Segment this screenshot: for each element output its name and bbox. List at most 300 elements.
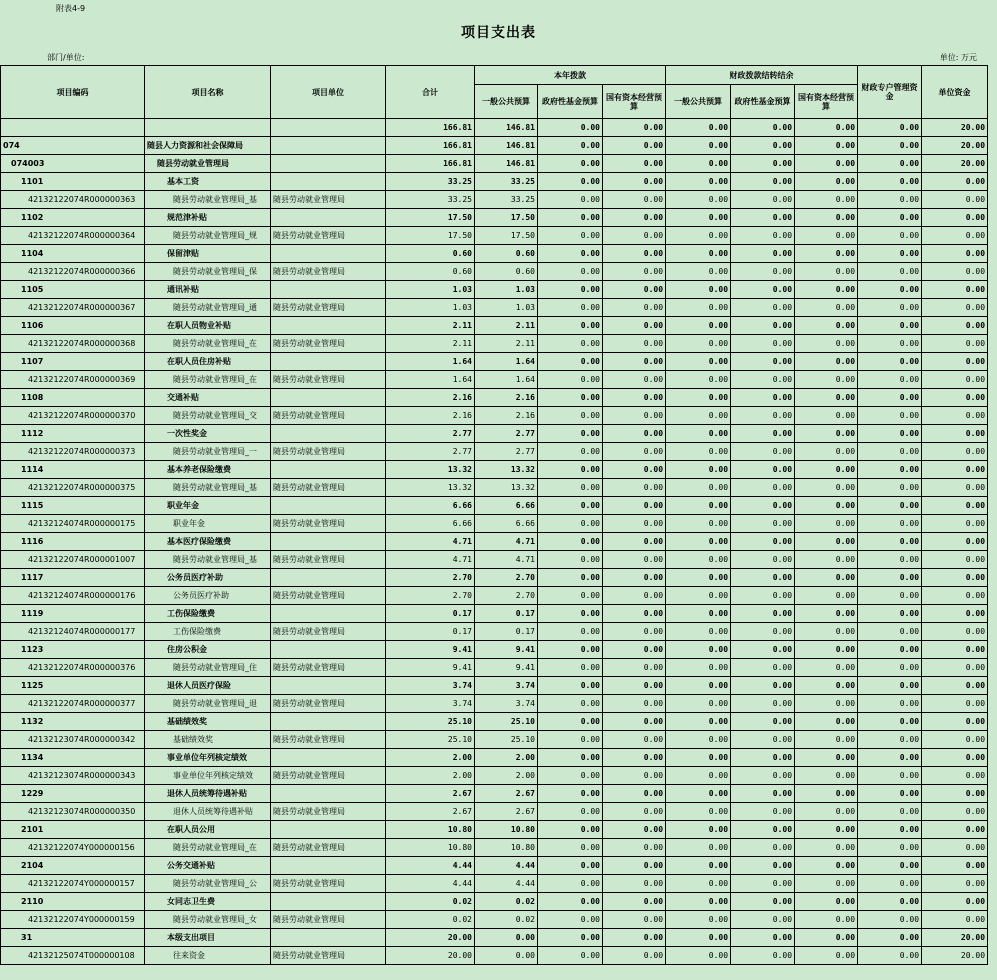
unit-label: 单位: 万元 xyxy=(939,53,977,62)
cell-project-code: 42132125074T000000108 xyxy=(1,947,145,965)
table-row xyxy=(1,659,988,677)
table-row xyxy=(1,299,988,317)
cell-gov-fund: 0.00 xyxy=(538,173,603,191)
page-title: 项目支出表 xyxy=(461,25,536,41)
cell-carry-gov-fund: 0.00 xyxy=(731,371,795,389)
cell-carry-general-budget: 0.00 xyxy=(666,785,731,803)
cell-general-budget: 4.71 xyxy=(475,551,538,569)
cell-total: 4.71 xyxy=(386,533,475,551)
table-row xyxy=(1,191,988,209)
cell-general-budget: 146.81 xyxy=(475,137,538,155)
cell-gov-fund: 0.00 xyxy=(538,353,603,371)
cell-special-fund: 0.00 xyxy=(858,317,922,335)
cell-unit-fund: 0.00 xyxy=(922,263,988,281)
cell-project-name: 公务员医疗补助 xyxy=(145,587,271,605)
cell-carry-gov-fund: 0.00 xyxy=(731,569,795,587)
table-row xyxy=(1,677,988,695)
cell-carry-state-capital: 0.00 xyxy=(795,839,858,857)
cell-state-capital: 0.00 xyxy=(603,911,666,929)
cell-total: 9.41 xyxy=(386,641,475,659)
cell-carry-state-capital: 0.00 xyxy=(795,911,858,929)
header-current-year: 本年拨款 xyxy=(475,66,666,85)
cell-project-name: 工伤保险缴费 xyxy=(145,605,271,623)
cell-gov-fund: 0.00 xyxy=(538,335,603,353)
cell-project-unit: 随县劳动就业管理局 xyxy=(271,659,386,677)
cell-total: 10.80 xyxy=(386,839,475,857)
cell-gov-fund: 0.00 xyxy=(538,587,603,605)
cell-project-unit xyxy=(271,569,386,587)
cell-general-budget: 17.50 xyxy=(475,227,538,245)
cell-special-fund: 0.00 xyxy=(858,245,922,263)
cell-carry-state-capital: 0.00 xyxy=(795,461,858,479)
cell-state-capital: 0.00 xyxy=(603,803,666,821)
table-row xyxy=(1,443,988,461)
cell-project-unit: 随县劳动就业管理局 xyxy=(271,587,386,605)
cell-carry-general-budget: 0.00 xyxy=(666,245,731,263)
cell-state-capital: 0.00 xyxy=(603,587,666,605)
cell-project-code: 1125 xyxy=(1,677,145,695)
table-row xyxy=(1,605,988,623)
cell-general-budget: 2.16 xyxy=(475,389,538,407)
header-unit-fund: 单位资金 xyxy=(922,66,988,119)
cell-special-fund: 0.00 xyxy=(858,263,922,281)
table-row xyxy=(1,173,988,191)
cell-project-code: 42132124074R000000177 xyxy=(1,623,145,641)
cell-total: 166.81 xyxy=(386,119,475,137)
cell-carry-state-capital: 0.00 xyxy=(795,317,858,335)
cell-general-budget: 1.03 xyxy=(475,299,538,317)
cell-carry-gov-fund: 0.00 xyxy=(731,713,795,731)
cell-special-fund: 0.00 xyxy=(858,911,922,929)
cell-carry-general-budget: 0.00 xyxy=(666,425,731,443)
cell-state-capital: 0.00 xyxy=(603,605,666,623)
cell-carry-gov-fund: 0.00 xyxy=(731,479,795,497)
cell-state-capital: 0.00 xyxy=(603,839,666,857)
cell-total: 17.50 xyxy=(386,209,475,227)
cell-state-capital: 0.00 xyxy=(603,929,666,947)
cell-state-capital: 0.00 xyxy=(603,317,666,335)
cell-general-budget: 13.32 xyxy=(475,479,538,497)
cell-carry-state-capital: 0.00 xyxy=(795,731,858,749)
cell-state-capital: 0.00 xyxy=(603,191,666,209)
cell-carry-state-capital: 0.00 xyxy=(795,623,858,641)
cell-general-budget: 10.80 xyxy=(475,821,538,839)
table-row xyxy=(1,155,988,173)
table-row xyxy=(1,947,988,965)
attachment-label: 附表4-9 xyxy=(56,4,86,13)
cell-carry-gov-fund: 0.00 xyxy=(731,767,795,785)
cell-special-fund: 0.00 xyxy=(858,227,922,245)
cell-gov-fund: 0.00 xyxy=(538,947,603,965)
cell-project-code: 1114 xyxy=(1,461,145,479)
cell-carry-gov-fund: 0.00 xyxy=(731,587,795,605)
cell-special-fund: 0.00 xyxy=(858,659,922,677)
cell-project-name: 职业年金 xyxy=(145,515,271,533)
cell-unit-fund: 0.00 xyxy=(922,623,988,641)
cell-project-name: 随县劳动就业管理局_住 xyxy=(145,659,271,677)
cell-carry-state-capital: 0.00 xyxy=(795,677,858,695)
cell-gov-fund: 0.00 xyxy=(538,605,603,623)
cell-project-unit: 随县劳动就业管理局 xyxy=(271,227,386,245)
cell-carry-general-budget: 0.00 xyxy=(666,461,731,479)
cell-carry-gov-fund: 0.00 xyxy=(731,605,795,623)
table-row xyxy=(1,245,988,263)
cell-gov-fund: 0.00 xyxy=(538,803,603,821)
cell-carry-gov-fund: 0.00 xyxy=(731,407,795,425)
cell-general-budget: 25.10 xyxy=(475,731,538,749)
cell-project-unit: 随县劳动就业管理局 xyxy=(271,623,386,641)
cell-total: 166.81 xyxy=(386,155,475,173)
cell-project-unit: 随县劳动就业管理局 xyxy=(271,407,386,425)
cell-carry-gov-fund: 0.00 xyxy=(731,623,795,641)
cell-project-name: 保留津贴 xyxy=(145,245,271,263)
cell-carry-state-capital: 0.00 xyxy=(795,227,858,245)
cell-project-unit: 随县劳动就业管理局 xyxy=(271,335,386,353)
cell-state-capital: 0.00 xyxy=(603,659,666,677)
cell-project-unit xyxy=(271,713,386,731)
table-row xyxy=(1,263,988,281)
cell-state-capital: 0.00 xyxy=(603,947,666,965)
cell-gov-fund: 0.00 xyxy=(538,281,603,299)
cell-gov-fund: 0.00 xyxy=(538,245,603,263)
cell-carry-state-capital: 0.00 xyxy=(795,281,858,299)
cell-general-budget: 33.25 xyxy=(475,173,538,191)
cell-carry-gov-fund: 0.00 xyxy=(731,875,795,893)
cell-gov-fund: 0.00 xyxy=(538,659,603,677)
cell-project-unit xyxy=(271,857,386,875)
cell-project-name: 在职人员住房补贴 xyxy=(145,353,271,371)
cell-general-budget: 4.44 xyxy=(475,875,538,893)
cell-general-budget: 2.11 xyxy=(475,335,538,353)
project-expenditure-table xyxy=(0,65,988,965)
cell-project-name: 随县劳动就业管理局_保 xyxy=(145,263,271,281)
cell-carry-state-capital: 0.00 xyxy=(795,137,858,155)
cell-project-unit: 随县劳动就业管理局 xyxy=(271,299,386,317)
cell-project-code: 42132122074R000000368 xyxy=(1,335,145,353)
cell-state-capital: 0.00 xyxy=(603,821,666,839)
cell-total: 0.02 xyxy=(386,893,475,911)
cell-state-capital: 0.00 xyxy=(603,875,666,893)
cell-gov-fund: 0.00 xyxy=(538,749,603,767)
sheet-top-row xyxy=(0,0,997,18)
cell-carry-state-capital: 0.00 xyxy=(795,713,858,731)
cell-state-capital: 0.00 xyxy=(603,155,666,173)
cell-gov-fund: 0.00 xyxy=(538,443,603,461)
cell-general-budget: 9.41 xyxy=(475,659,538,677)
cell-carry-general-budget: 0.00 xyxy=(666,299,731,317)
cell-project-name: 一次性奖金 xyxy=(145,425,271,443)
cell-project-name: 基础绩效奖 xyxy=(145,731,271,749)
cell-special-fund: 0.00 xyxy=(858,839,922,857)
cell-state-capital: 0.00 xyxy=(603,389,666,407)
cell-unit-fund: 0.00 xyxy=(922,641,988,659)
table-row xyxy=(1,461,988,479)
cell-special-fund: 0.00 xyxy=(858,155,922,173)
cell-total: 2.16 xyxy=(386,389,475,407)
cell-project-name: 在职人员公用 xyxy=(145,821,271,839)
cell-project-unit xyxy=(271,821,386,839)
cell-unit-fund: 0.00 xyxy=(922,443,988,461)
cell-carry-gov-fund: 0.00 xyxy=(731,119,795,137)
cell-project-code: 42132123074R000000343 xyxy=(1,767,145,785)
table-row xyxy=(1,749,988,767)
cell-project-unit: 随县劳动就业管理局 xyxy=(271,839,386,857)
cell-special-fund: 0.00 xyxy=(858,731,922,749)
cell-total: 1.64 xyxy=(386,371,475,389)
cell-carry-gov-fund: 0.00 xyxy=(731,353,795,371)
cell-project-name: 住房公积金 xyxy=(145,641,271,659)
cell-carry-general-budget: 0.00 xyxy=(666,749,731,767)
cell-gov-fund: 0.00 xyxy=(538,407,603,425)
cell-carry-state-capital: 0.00 xyxy=(795,947,858,965)
cell-project-code: 42132122074R000000366 xyxy=(1,263,145,281)
cell-carry-gov-fund: 0.00 xyxy=(731,497,795,515)
cell-project-unit xyxy=(271,137,386,155)
cell-gov-fund: 0.00 xyxy=(538,911,603,929)
cell-project-name: 随县劳动就业管理局_公 xyxy=(145,875,271,893)
cell-project-name: 随县劳动就业管理局_一 xyxy=(145,443,271,461)
cell-project-code: 1108 xyxy=(1,389,145,407)
cell-total: 2.00 xyxy=(386,767,475,785)
cell-project-name: 通讯补贴 xyxy=(145,281,271,299)
cell-unit-fund: 0.00 xyxy=(922,659,988,677)
cell-state-capital: 0.00 xyxy=(603,497,666,515)
cell-project-unit: 随县劳动就业管理局 xyxy=(271,803,386,821)
cell-gov-fund: 0.00 xyxy=(538,677,603,695)
cell-project-code: 31 xyxy=(1,929,145,947)
cell-general-budget: 2.11 xyxy=(475,317,538,335)
cell-project-code: 42132124074R000000175 xyxy=(1,515,145,533)
cell-carry-general-budget: 0.00 xyxy=(666,281,731,299)
cell-unit-fund: 0.00 xyxy=(922,911,988,929)
cell-project-code: 42132122074R000000376 xyxy=(1,659,145,677)
table-row xyxy=(1,695,988,713)
cell-carry-gov-fund: 0.00 xyxy=(731,659,795,677)
cell-project-unit xyxy=(271,785,386,803)
cell-carry-gov-fund: 0.00 xyxy=(731,155,795,173)
cell-project-code: 42132122074R000000377 xyxy=(1,695,145,713)
table-row xyxy=(1,515,988,533)
cell-carry-general-budget: 0.00 xyxy=(666,209,731,227)
cell-project-unit xyxy=(271,893,386,911)
table-row xyxy=(1,767,988,785)
cell-carry-gov-fund: 0.00 xyxy=(731,281,795,299)
cell-gov-fund: 0.00 xyxy=(538,767,603,785)
cell-carry-state-capital: 0.00 xyxy=(795,389,858,407)
cell-total: 1.03 xyxy=(386,281,475,299)
header-gov-fund: 政府性基金预算 xyxy=(538,85,603,119)
cell-total: 1.64 xyxy=(386,353,475,371)
cell-total: 2.77 xyxy=(386,443,475,461)
cell-project-unit: 随县劳动就业管理局 xyxy=(271,263,386,281)
cell-state-capital: 0.00 xyxy=(603,245,666,263)
cell-total: 10.80 xyxy=(386,821,475,839)
cell-project-code: 1134 xyxy=(1,749,145,767)
cell-carry-state-capital: 0.00 xyxy=(795,659,858,677)
cell-special-fund: 0.00 xyxy=(858,497,922,515)
cell-general-budget: 17.50 xyxy=(475,209,538,227)
cell-total: 0.17 xyxy=(386,605,475,623)
cell-project-code: 1123 xyxy=(1,641,145,659)
cell-carry-gov-fund: 0.00 xyxy=(731,173,795,191)
cell-unit-fund: 20.00 xyxy=(922,929,988,947)
cell-project-name: 退休人员统筹待遇补贴 xyxy=(145,785,271,803)
cell-carry-state-capital: 0.00 xyxy=(795,497,858,515)
cell-special-fund: 0.00 xyxy=(858,767,922,785)
table-row xyxy=(1,875,988,893)
cell-project-unit: 随县劳动就业管理局 xyxy=(271,767,386,785)
cell-project-name: 随县劳动就业管理局_通 xyxy=(145,299,271,317)
cell-carry-state-capital: 0.00 xyxy=(795,551,858,569)
cell-general-budget: 2.77 xyxy=(475,443,538,461)
cell-project-name: 基本工资 xyxy=(145,173,271,191)
table-row xyxy=(1,407,988,425)
cell-project-code: 42132122074Y000000156 xyxy=(1,839,145,857)
table-row xyxy=(1,569,988,587)
cell-carry-gov-fund: 0.00 xyxy=(731,209,795,227)
header-carry-state-capital: 国有资本经营预算 xyxy=(795,85,858,119)
cell-general-budget: 13.32 xyxy=(475,461,538,479)
table-row xyxy=(1,893,988,911)
cell-project-unit: 随县劳动就业管理局 xyxy=(271,371,386,389)
cell-state-capital: 0.00 xyxy=(603,119,666,137)
cell-carry-general-budget: 0.00 xyxy=(666,731,731,749)
cell-state-capital: 0.00 xyxy=(603,227,666,245)
cell-project-unit: 随县劳动就业管理局 xyxy=(271,947,386,965)
cell-state-capital: 0.00 xyxy=(603,677,666,695)
cell-unit-fund: 0.00 xyxy=(922,389,988,407)
cell-carry-state-capital: 0.00 xyxy=(795,929,858,947)
cell-project-unit xyxy=(271,245,386,263)
cell-project-name: 随县人力资源和社会保障局 xyxy=(145,137,271,155)
cell-general-budget: 4.71 xyxy=(475,533,538,551)
cell-total: 166.81 xyxy=(386,137,475,155)
cell-special-fund: 0.00 xyxy=(858,821,922,839)
cell-project-unit xyxy=(271,461,386,479)
cell-carry-gov-fund: 0.00 xyxy=(731,317,795,335)
cell-project-code: 074003 xyxy=(1,155,145,173)
cell-total: 4.71 xyxy=(386,551,475,569)
cell-total: 17.50 xyxy=(386,227,475,245)
cell-unit-fund: 0.00 xyxy=(922,209,988,227)
cell-state-capital: 0.00 xyxy=(603,731,666,749)
cell-carry-state-capital: 0.00 xyxy=(795,173,858,191)
cell-project-code: 42132122074R000000369 xyxy=(1,371,145,389)
table-row xyxy=(1,533,988,551)
cell-project-name xyxy=(145,119,271,137)
cell-gov-fund: 0.00 xyxy=(538,137,603,155)
cell-unit-fund: 0.00 xyxy=(922,569,988,587)
cell-carry-state-capital: 0.00 xyxy=(795,353,858,371)
cell-gov-fund: 0.00 xyxy=(538,623,603,641)
cell-project-unit: 随县劳动就业管理局 xyxy=(271,515,386,533)
cell-general-budget: 2.70 xyxy=(475,569,538,587)
cell-project-unit: 随县劳动就业管理局 xyxy=(271,191,386,209)
cell-project-code: 1115 xyxy=(1,497,145,515)
table-row xyxy=(1,929,988,947)
cell-unit-fund: 0.00 xyxy=(922,479,988,497)
cell-unit-fund: 0.00 xyxy=(922,281,988,299)
cell-carry-gov-fund: 0.00 xyxy=(731,785,795,803)
cell-carry-gov-fund: 0.00 xyxy=(731,731,795,749)
cell-general-budget: 6.66 xyxy=(475,497,538,515)
cell-carry-state-capital: 0.00 xyxy=(795,407,858,425)
cell-state-capital: 0.00 xyxy=(603,263,666,281)
cell-general-budget: 0.02 xyxy=(475,911,538,929)
cell-project-code: 42132123074R000000350 xyxy=(1,803,145,821)
header-project-name: 项目名称 xyxy=(145,66,271,119)
table-row xyxy=(1,785,988,803)
cell-carry-general-budget: 0.00 xyxy=(666,587,731,605)
cell-unit-fund: 0.00 xyxy=(922,785,988,803)
cell-carry-state-capital: 0.00 xyxy=(795,119,858,137)
cell-gov-fund: 0.00 xyxy=(538,785,603,803)
header-carry-gov-fund: 政府性基金预算 xyxy=(731,85,795,119)
cell-state-capital: 0.00 xyxy=(603,407,666,425)
cell-carry-state-capital: 0.00 xyxy=(795,371,858,389)
cell-carry-state-capital: 0.00 xyxy=(795,443,858,461)
cell-special-fund: 0.00 xyxy=(858,119,922,137)
cell-special-fund: 0.00 xyxy=(858,443,922,461)
cell-unit-fund: 0.00 xyxy=(922,425,988,443)
cell-carry-general-budget: 0.00 xyxy=(666,893,731,911)
cell-carry-general-budget: 0.00 xyxy=(666,155,731,173)
cell-project-name: 事业单位年列核定绩效 xyxy=(145,767,271,785)
cell-special-fund: 0.00 xyxy=(858,893,922,911)
cell-carry-general-budget: 0.00 xyxy=(666,605,731,623)
cell-total: 2.70 xyxy=(386,569,475,587)
cell-project-code: 42132122074R000001007 xyxy=(1,551,145,569)
cell-project-code: 1117 xyxy=(1,569,145,587)
cell-gov-fund: 0.00 xyxy=(538,479,603,497)
cell-special-fund: 0.00 xyxy=(858,929,922,947)
cell-gov-fund: 0.00 xyxy=(538,821,603,839)
cell-project-code: 42132122074R000000364 xyxy=(1,227,145,245)
cell-project-code: 1104 xyxy=(1,245,145,263)
cell-gov-fund: 0.00 xyxy=(538,731,603,749)
cell-project-unit xyxy=(271,425,386,443)
cell-total: 2.00 xyxy=(386,749,475,767)
cell-gov-fund: 0.00 xyxy=(538,857,603,875)
cell-carry-state-capital: 0.00 xyxy=(795,479,858,497)
cell-general-budget: 6.66 xyxy=(475,515,538,533)
cell-special-fund: 0.00 xyxy=(858,209,922,227)
cell-project-code: 42132122074Y000000159 xyxy=(1,911,145,929)
cell-total: 13.32 xyxy=(386,461,475,479)
cell-project-code: 42132122074R000000373 xyxy=(1,443,145,461)
cell-project-name: 本级支出项目 xyxy=(145,929,271,947)
cell-carry-general-budget: 0.00 xyxy=(666,389,731,407)
cell-unit-fund: 0.00 xyxy=(922,173,988,191)
cell-carry-general-budget: 0.00 xyxy=(666,371,731,389)
cell-project-name: 随县劳动就业管理局_基 xyxy=(145,479,271,497)
cell-carry-state-capital: 0.00 xyxy=(795,695,858,713)
cell-total: 0.02 xyxy=(386,911,475,929)
cell-state-capital: 0.00 xyxy=(603,353,666,371)
table-row xyxy=(1,551,988,569)
table-row xyxy=(1,497,988,515)
cell-special-fund: 0.00 xyxy=(858,407,922,425)
cell-general-budget: 10.80 xyxy=(475,839,538,857)
cell-state-capital: 0.00 xyxy=(603,641,666,659)
cell-unit-fund: 20.00 xyxy=(922,119,988,137)
cell-total: 33.25 xyxy=(386,173,475,191)
cell-special-fund: 0.00 xyxy=(858,695,922,713)
cell-project-name: 交通补贴 xyxy=(145,389,271,407)
cell-carry-general-budget: 0.00 xyxy=(666,695,731,713)
cell-gov-fund: 0.00 xyxy=(538,695,603,713)
cell-carry-state-capital: 0.00 xyxy=(795,263,858,281)
